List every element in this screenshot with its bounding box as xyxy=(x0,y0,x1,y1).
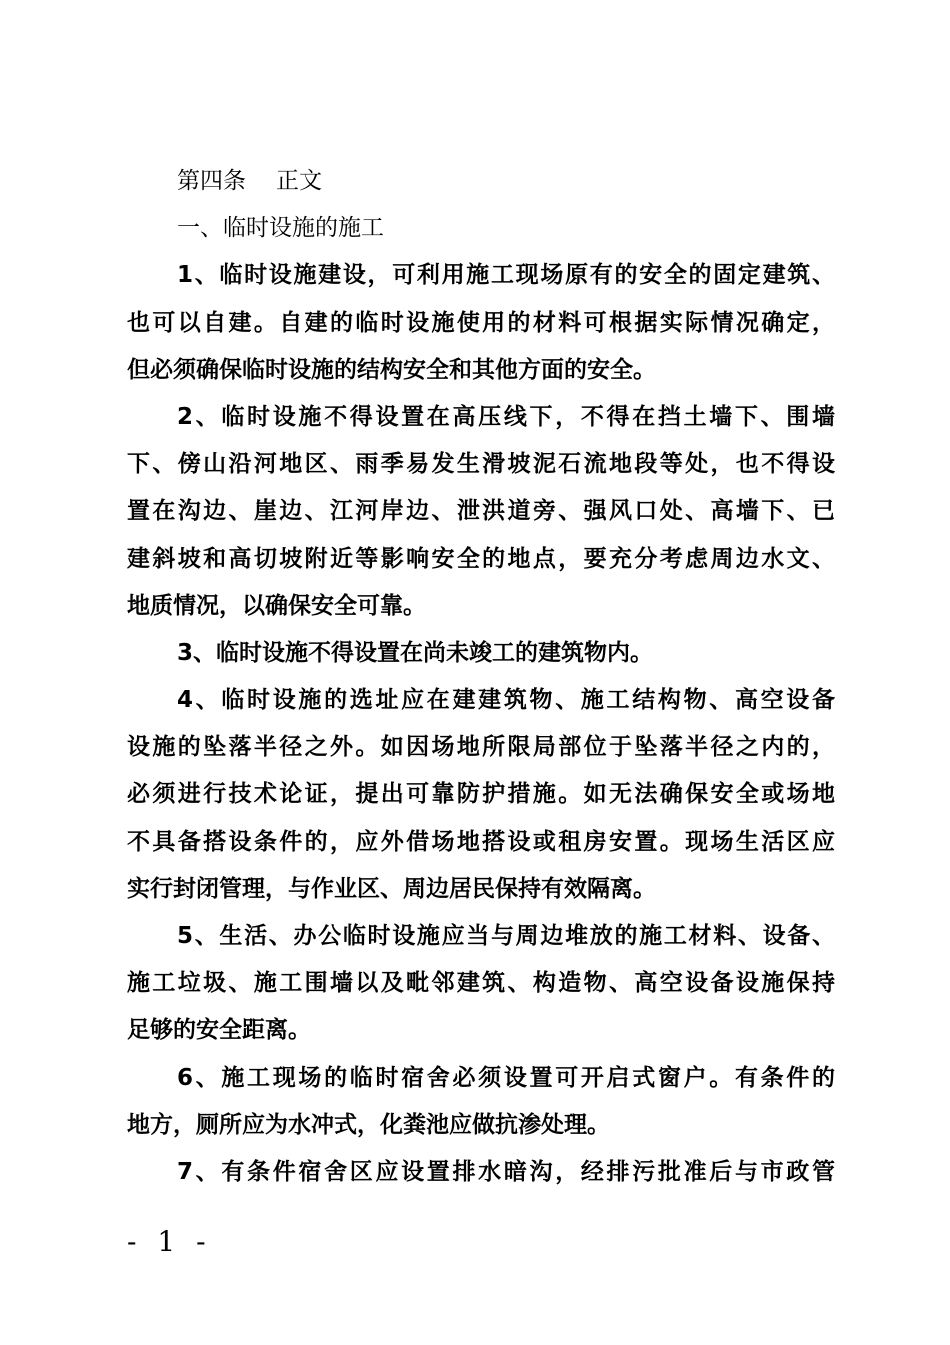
article-heading xyxy=(127,158,835,205)
paragraph-7 xyxy=(127,1149,835,1196)
paragraph-line: 也可以自建。自建的临时设施使用的材料可根据实际情况确定， xyxy=(127,309,835,336)
page-number: - 1 - xyxy=(127,1225,212,1258)
paragraph-6 xyxy=(127,1055,835,1149)
paragraph-line: 地方，厕所应为水冲式，化粪池应做抗渗处理。 xyxy=(127,1111,610,1138)
article-title: 正文 xyxy=(276,168,322,194)
paragraph-line: 足够的安全距离。 xyxy=(127,1017,311,1044)
paragraph-line: 1、临时设施建设，可利用施工现场原有的安全的固定建筑、 xyxy=(177,262,835,289)
paragraph-line: 设施的坠落半径之外。如因场地所限局部位于坠落半径之内的， xyxy=(127,734,835,761)
paragraph-line: 地质情况，以确保安全可靠。 xyxy=(127,592,426,619)
paragraph-line: 施工垃圾、施工围墙以及毗邻建筑、构造物、高空设备设施保持 xyxy=(127,970,835,997)
paragraph-line: 建斜坡和高切坡附近等影响安全的地点，要充分考虑周边水文、 xyxy=(127,545,835,572)
article-number: 第四条 xyxy=(177,168,246,194)
paragraph-line: 必须进行技术论证，提出可靠防护措施。如无法确保安全或场地 xyxy=(127,781,835,808)
paragraph-line: 7、有条件宿舍区应设置排水暗沟，经排污批准后与市政管 xyxy=(177,1158,835,1185)
document-body xyxy=(127,158,835,1196)
paragraph-1 xyxy=(127,252,835,394)
paragraph-5 xyxy=(127,913,835,1055)
paragraph-line: 不具备搭设条件的，应外借场地搭设或租房安置。现场生活区应 xyxy=(127,828,835,855)
paragraph-line: 实行封闭管理，与作业区、周边居民保持有效隔离。 xyxy=(127,875,656,902)
paragraph-line: 5、生活、办公临时设施应当与周边堆放的施工材料、设备、 xyxy=(177,923,835,949)
paragraph-2 xyxy=(127,394,835,630)
paragraph-line: 但必须确保临时设施的结构安全和其他方面的安全。 xyxy=(127,356,656,383)
paragraph-line: 2、临时设施不得设置在高压线下，不得在挡土墙下、围墙 xyxy=(177,403,835,430)
paragraph-line: 3、临时设施不得设置在尚未竣工的建筑物内。 xyxy=(177,639,654,666)
section-heading: 一、临时设施的施工 xyxy=(177,215,384,242)
paragraph-line: 下、傍山沿河地区、雨季易发生滑坡泥石流地段等处，也不得设 xyxy=(127,451,835,478)
paragraph-line: 4、临时设施的选址应在建建筑物、施工结构物、高空设备 xyxy=(177,687,835,714)
paragraph-line: 6、施工现场的临时宿舍必须设置可开启式窗户。有条件的 xyxy=(177,1064,835,1091)
paragraph-4 xyxy=(127,677,835,913)
paragraph-3 xyxy=(127,630,835,677)
paragraph-line: 置在沟边、崖边、江河岸边、泄洪道旁、强风口处、高墙下、已 xyxy=(127,498,835,525)
